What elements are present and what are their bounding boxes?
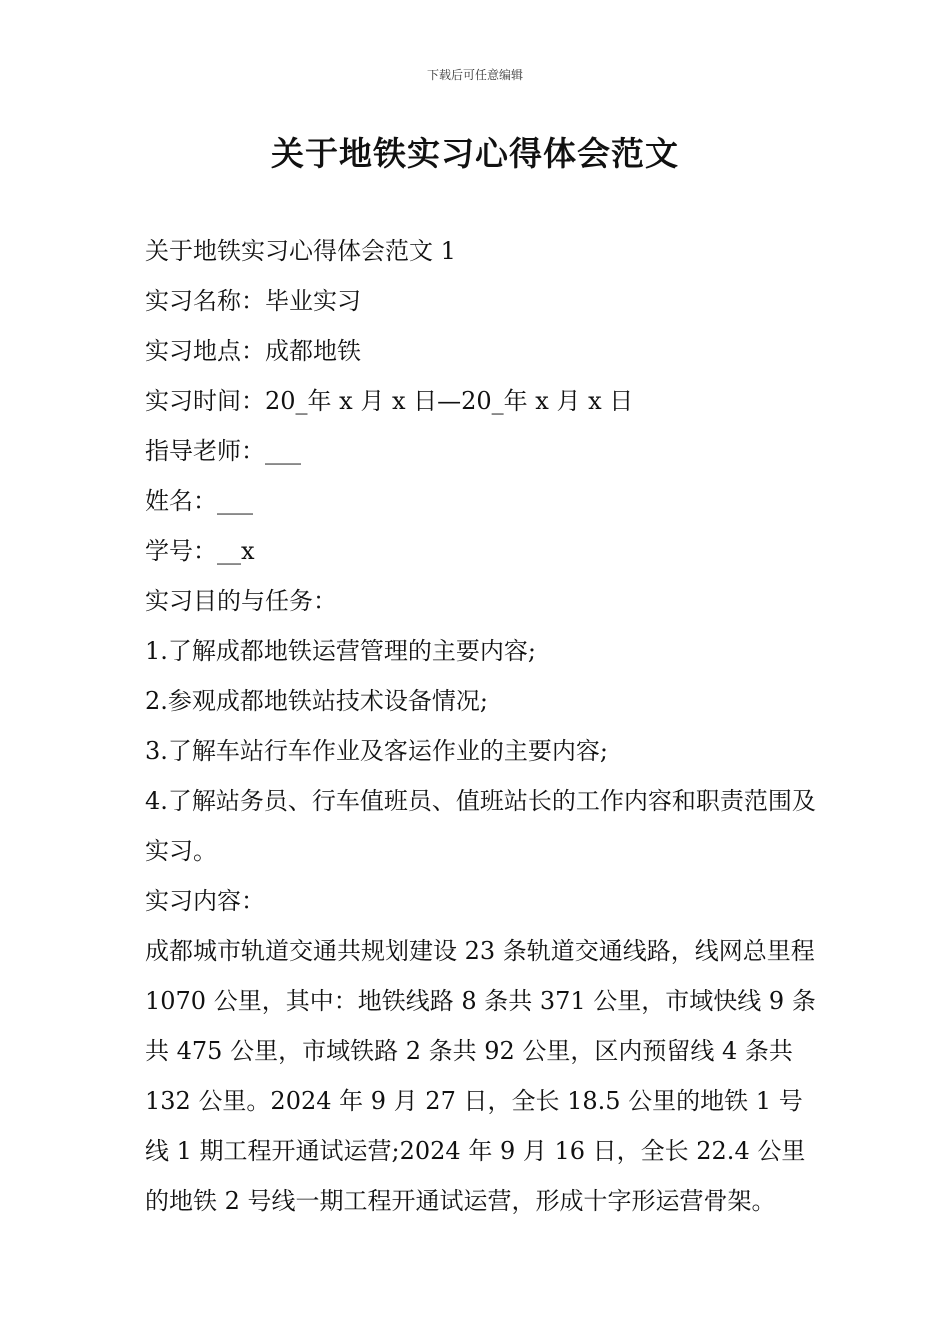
paragraph-objective-2: 2.参观成都地铁站技术设备情况; bbox=[145, 687, 488, 715]
paragraph-objective-3: 3.了解车站行车作业及客运作业的主要内容; bbox=[145, 737, 608, 765]
paragraph-internship-time: 实习时间：20_年 x 月 x 日—20_年 x 月 x 日 bbox=[145, 387, 634, 415]
header-note: 下载后可任意编辑 bbox=[426, 68, 523, 82]
paragraph-content-heading: 实习内容： bbox=[145, 887, 265, 915]
paragraph-objective-4: 4.了解站务员、行车值班员、值班站长的工作内容和职责范围及实习。 bbox=[145, 787, 816, 865]
paragraph-internship-location: 实习地点：成都地铁 bbox=[145, 337, 361, 365]
paragraph-objectives-heading: 实习目的与任务： bbox=[145, 587, 337, 615]
document-body bbox=[145, 226, 825, 1226]
paragraph-instructor: 指导老师：___ bbox=[145, 437, 301, 465]
paragraph-name: 姓名：___ bbox=[145, 487, 253, 515]
paragraph-objective-1: 1.了解成都地铁运营管理的主要内容; bbox=[145, 637, 536, 665]
paragraph-internship-name: 实习名称：毕业实习 bbox=[145, 287, 361, 315]
paragraph-subtitle: 关于地铁实习心得体会范文 1 bbox=[145, 237, 456, 265]
paragraph-content-body: 成都城市轨道交通共规划建设 23 条轨道交通线路，线网总里程 1070 公里，其中：地铁线路 8 条共 371 公里，市域快线 9 条共 475 公里，市域铁路 2 条共 92 公里，区内预留线 4 条共 132 公里。2024 年 9 月 27 日，全长 18.5 公里的地铁 1 号线 1 期工程开通试运营;2024 年 9 月 16 日，全长 22.4 公里的地铁 2 号线一期工程开通试运营，形成十字形运营骨架。 bbox=[145, 937, 816, 1215]
paragraph-student-id: 学号：__x bbox=[145, 537, 255, 565]
document-title: 关于地铁实习心得体会范文 bbox=[271, 134, 679, 173]
